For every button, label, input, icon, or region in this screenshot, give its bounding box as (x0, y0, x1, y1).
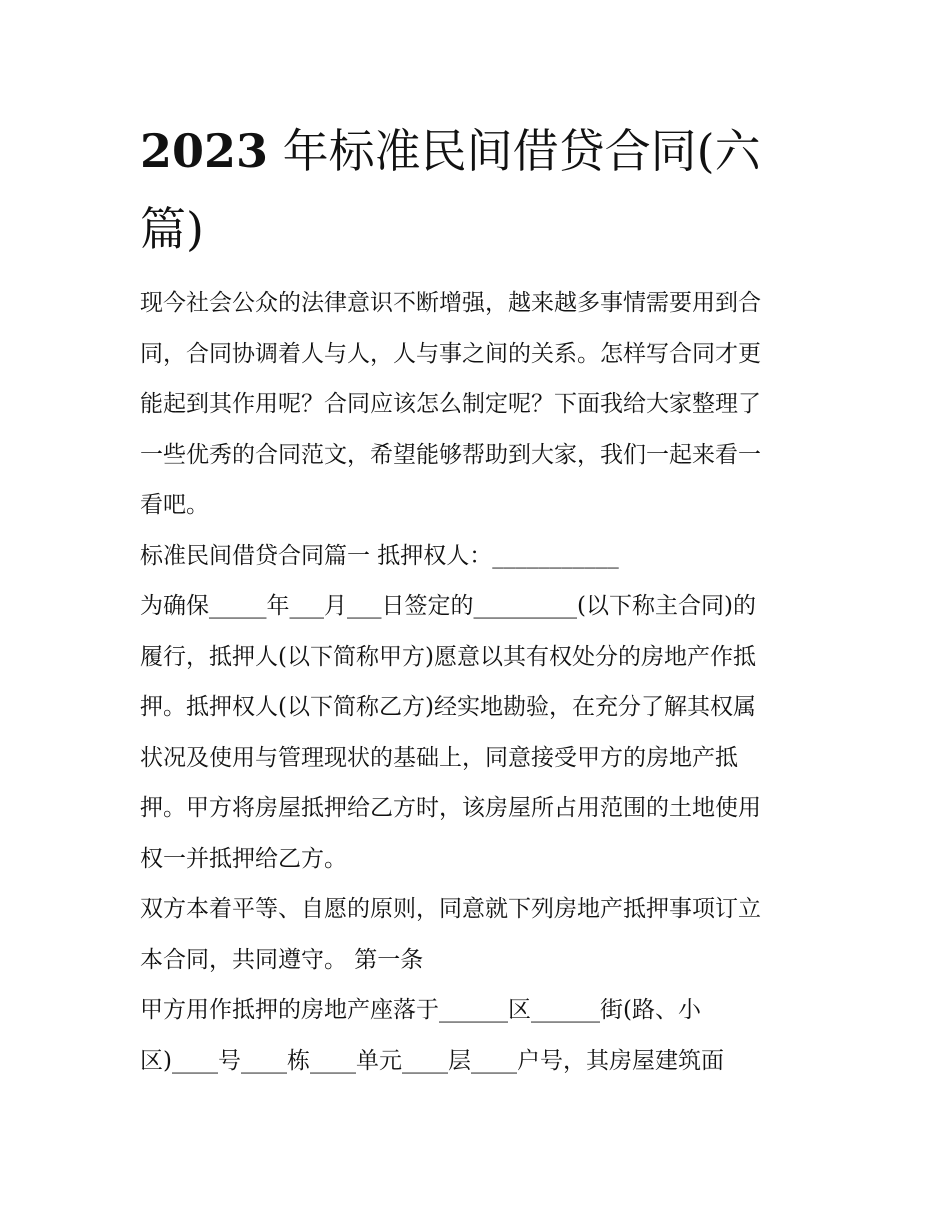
body-line: 一些优秀的合同范文，希望能够帮助到大家，我们一起来看一 (140, 441, 761, 468)
body-line: 本合同，共同遵守。 第一条 (140, 946, 424, 973)
title-year: 2023 (140, 124, 269, 178)
body-line: 状况及使用与管理现状的基础上，同意接受甲方的房地产抵 (140, 744, 738, 771)
body-line: 现今社会公众的法律意识不断增强，越来越多事情需要用到合 (140, 290, 761, 316)
body-line: 履行，抵押人(以下简称甲方)愿意以其有权处分的房地产作抵 (140, 643, 756, 670)
body-line: 权一并抵押给乙方。 (140, 845, 347, 872)
body-line: 为确保_____年___月___日签定的_________(以下称主合同)的 (140, 593, 756, 619)
body-line: 能起到其作用呢？合同应该怎么制定呢？下面我给大家整理了 (140, 391, 761, 417)
title-line-2: 篇) (140, 202, 204, 256)
document-body (140, 278, 820, 1086)
body-line: 看吧。 (140, 492, 209, 518)
body-line: 押。抵押权人(以下简称乙方)经实地勘验，在充分了解其权属 (140, 694, 756, 720)
title-line-1: 年标准民间借贷合同(六 (268, 124, 761, 178)
body-line: 双方本着平等、自愿的原则，同意就下列房地产抵押事项订立 (140, 896, 761, 922)
body-line: 标准民间借贷合同篇一 抵押权人：___________ (140, 542, 619, 569)
body-line: 押。甲方将房屋抵押给乙方时，该房屋所占用范围的土地使用 (140, 795, 761, 821)
body-line: 区)____号____栋____单元____层____户号，其房屋建筑面 (140, 1047, 724, 1074)
body-line: 甲方用作抵押的房地产座落于______区______街(路、小 (140, 997, 701, 1023)
body-line: 同，合同协调着人与人，人与事之间的关系。怎样写合同才更 (140, 340, 761, 367)
document-title (140, 112, 820, 268)
